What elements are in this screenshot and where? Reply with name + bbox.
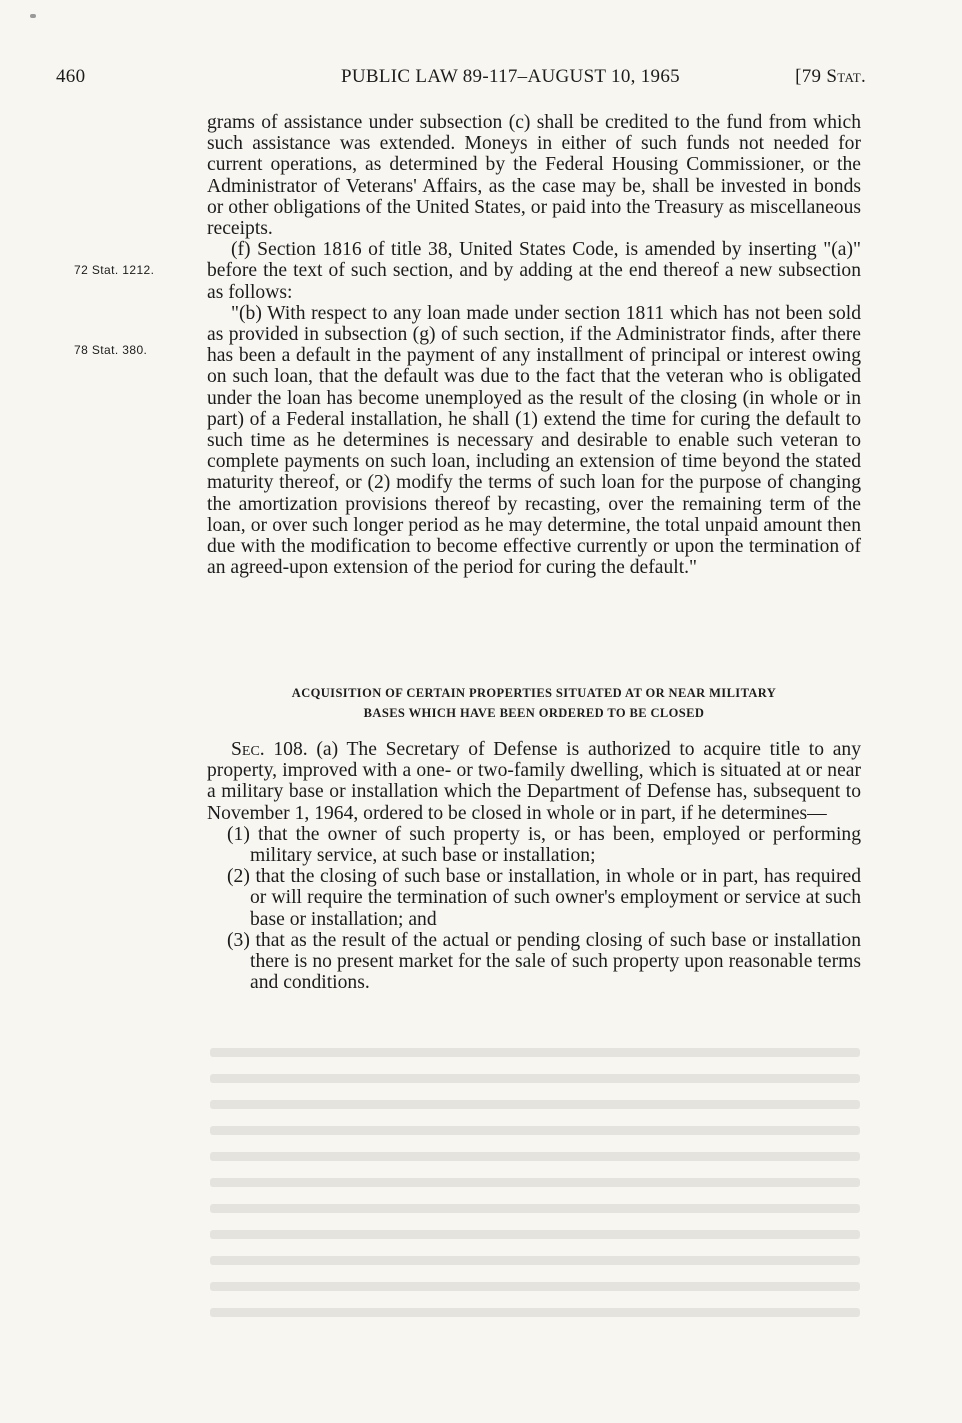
body-section-108 — [207, 739, 861, 993]
paragraph-subsection-b: "(b) With respect to any loan made under section 1811 which has not been sold as provided in subsection (g) of such section, if the Administrator finds, after there has been a default in the payment of any installment of principal or interest owing on such loan, that the default was due to the fact that the veteran who is obligated under the loan has become unemployed as the result of the closing (in whole or in part) of a Federal installation, he shall (1) extend the time for curing the default to such time as he determines is necessary and desirable to enable such veteran to complete payments on such loan, including an extension of time beyond the stated maturity thereof, or (2) modify the terms of such loan for the purpose of changing the amortization provisions thereof by recasting, over the remaining term of the loan, or over such longer period as he may determine, the total unpaid amount then due with the modification to become effective currently or upon the termination of an agreed-upon extension of the period for curing the default." — [207, 302, 861, 579]
volume-prefix: [79 — [795, 66, 827, 87]
section-108-text: (a) The Secretary of Defense is authorized to acquire title to any property, improved with a one- or two-family dwelling, which is situated at or near a military base or installation which the Department of Defense has, subsequent to November 1, 1964, ordered to be closed in whole or in part, if he determines— — [207, 739, 862, 824]
running-title: PUBLIC LAW 89-117–AUGUST 10, 1965 — [341, 66, 680, 87]
page-header — [56, 66, 866, 96]
volume-label: Stat. — [826, 66, 866, 87]
body-upper — [207, 112, 861, 578]
section-heading-line-2: BASES WHICH HAVE BEEN ORDERED TO BE CLOSED — [363, 706, 705, 720]
scan-speck — [30, 14, 36, 18]
paragraph-subsection-f: (f) Section 1816 of title 38, United States Code, is amended by inserting "(a)" before the text of such section, and by adding at the end thereof a new subsection as follows: — [207, 239, 861, 303]
list-item-3: (3) that as the result of the actual or pending closing of such base or installation there is no present market for the sale of such property upon reasonable terms and conditions. — [227, 929, 861, 994]
section-heading — [207, 683, 861, 723]
section-label: Sec. 108. — [231, 739, 308, 760]
list-item-2: (2) that the closing of such base or installation, in whole or in part, has required or will require the termination of such owner's employment or service at such base or installation; and — [227, 866, 861, 930]
section-heading-line-1: ACQUISITION OF CERTAIN PROPERTIES SITUATED AT OR NEAR MILITARY — [291, 686, 777, 700]
list-item-1: (1) that the owner of such property is, or has been, employed or performing military service, at such base or installation; — [227, 823, 861, 867]
page-number: 460 — [56, 66, 86, 87]
margin-note-72-stat: 72 Stat. 1212. — [74, 263, 155, 277]
section-108-intro — [207, 739, 861, 824]
margin-note-78-stat: 78 Stat. 380. — [74, 343, 148, 357]
paragraph-assistance-credit: grams of assistance under subsection (c) shall be credited to the fund from which such assistance was extended. Moneys in either of such funds not needed for current operations, as determined by the Federal Housing Commissioner, or the Administrator of Veterans' Affairs, as the case may be, shall be invested in bonds or other obligations of the United States, or paid into the Treasury as miscellaneous receipts. — [207, 112, 861, 240]
volume-citation — [795, 66, 866, 88]
